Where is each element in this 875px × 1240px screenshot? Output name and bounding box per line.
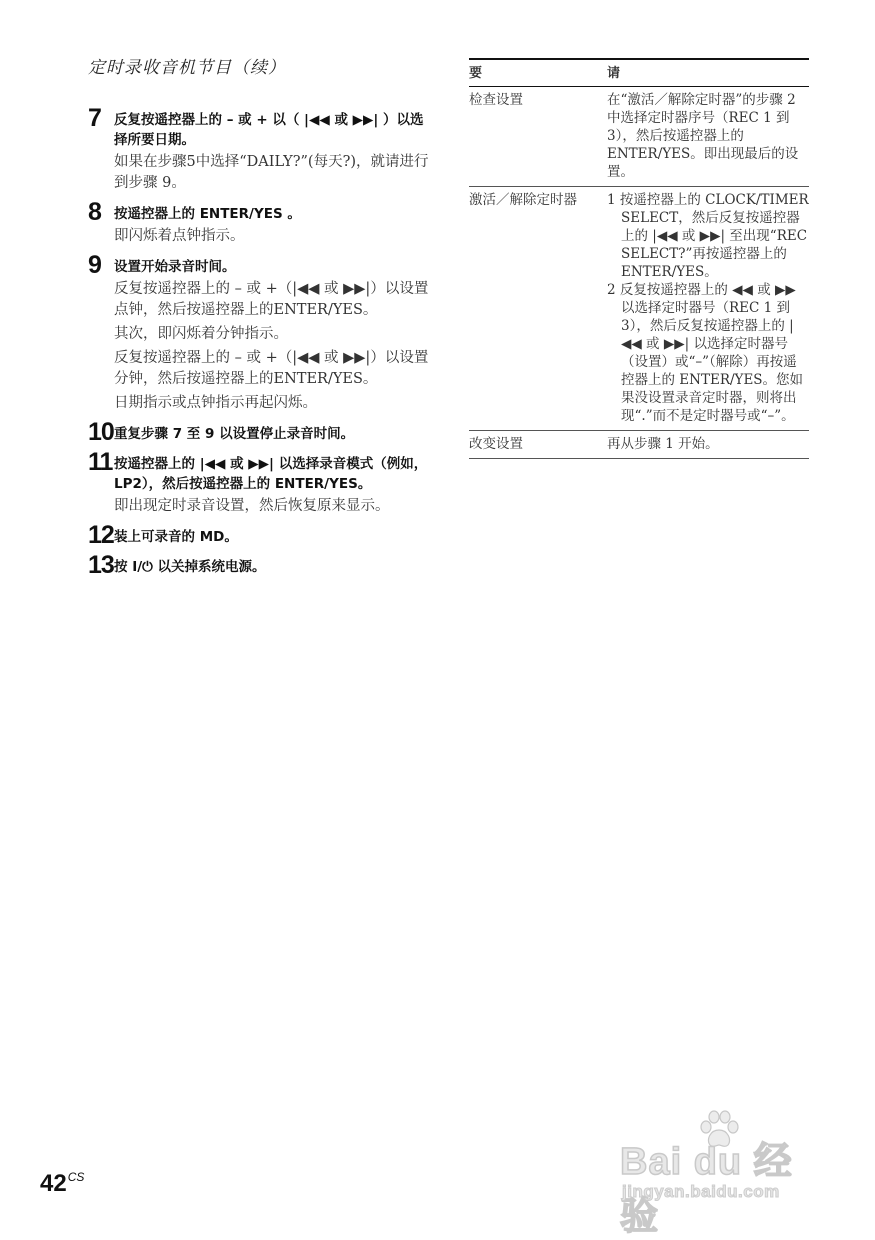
step-number: 13 (88, 551, 114, 579)
step-8 (88, 198, 433, 247)
step-text: 如果在步骤5中选择“DAILY?”(每天?)，就请进行到步骤 9。 (114, 154, 429, 191)
watermark-url: jingyan.baidu.com (622, 1182, 780, 1201)
page-title: 定时录收音机节目（续） (88, 58, 286, 78)
table-header-cell: 请 (607, 59, 809, 87)
step-text: 反复按遥控器上的 – 或 +（|◀◀ 或 ▶▶|）以设置分钟，然后按遥控器上的ENTER/YES。 (114, 350, 429, 387)
step-heading: 重复步骤 7 至 9 以设置停止录音时间。 (114, 426, 355, 442)
step-text: 即出现定时录音设置，然后恢复原来显示。 (114, 498, 390, 514)
instruction-text: 在“激活／解除定时器”的步骤 2 中选择定时器序号（REC 1 到 3），然后按遥控器上的 ENTER/YES。即出现最后的设置。 (607, 92, 799, 180)
instruction-item: 2 反复按遥控器上的 ◀◀ 或 ▶▶ 以选择定时器号（REC 1 到 3），然后反复按遥控器上的 |◀◀ 或 ▶▶| 以选择定时器号（设置）或“–”（解除）再按遥控器上的 ENTER/YES。您如果没设置录音定时器，则将出现“.”而不是定时器号或“–”。 (607, 282, 804, 424)
step-10 (88, 418, 433, 446)
table-header-cell: 要 (469, 59, 607, 87)
step-heading: 按 I/⏻ 以关掉系统电源。 (114, 559, 266, 575)
step-text: 其次，即闪烁着分钟指示。 (114, 326, 288, 342)
step-heading: 按遥控器上的 |◀◀ 或 ▶▶| 以选择录音模式（例如，LP2），然后按遥控器上的 ENTER/YES。 (114, 456, 428, 492)
steps-list (88, 104, 433, 587)
instruction-item: 1 按遥控器上的 CLOCK/TIMER SELECT，然后反复按遥控器上的 |◀◀ 或 ▶▶| 至出现“REC SELECT?”再按遥控器上的 ENTER/YES。 (607, 192, 809, 280)
watermark-logo-text: Bai du 经验 (620, 1141, 793, 1238)
table-cell-action: 检查设置 (469, 87, 607, 187)
step-11 (88, 448, 433, 517)
settings-table (469, 58, 809, 459)
step-heading: 按遥控器上的 ENTER/YES 。 (114, 206, 301, 222)
table-row (469, 187, 809, 431)
table-cell-action: 激活／解除定时器 (469, 187, 607, 431)
step-7 (88, 104, 433, 194)
step-number: 12 (88, 521, 114, 549)
step-heading: 装上可录音的 MD。 (114, 529, 238, 545)
table-row (469, 431, 809, 459)
baidu-watermark (620, 1110, 830, 1238)
table-cell-instruction (607, 87, 809, 187)
step-heading: 设置开始录音时间。 (114, 259, 236, 275)
instruction-text: 再从步骤 1 开始。 (607, 436, 719, 452)
step-number: 9 (88, 251, 101, 279)
step-number: 8 (88, 198, 101, 226)
step-text: 反复按遥控器上的 – 或 +（|◀◀ 或 ▶▶|）以设置点钟，然后按遥控器上的ENTER/YES。 (114, 281, 429, 318)
step-text: 日期指示或点钟指示再起闪烁。 (114, 395, 317, 411)
table-cell-instruction (607, 187, 809, 431)
step-number: 7 (88, 104, 101, 132)
step-12 (88, 521, 433, 549)
step-13 (88, 551, 433, 579)
step-number: 10 (88, 418, 114, 446)
step-heading: 反复按遥控器上的 – 或 + 以（ |◀◀ 或 ▶▶| ）以选择所要日期。 (114, 112, 424, 148)
step-text: 即闪烁着点钟指示。 (114, 228, 245, 244)
table-row (469, 87, 809, 187)
table-cell-instruction (607, 431, 809, 459)
table-cell-action: 改变设置 (469, 431, 607, 459)
page-number: $42^{CS}$ (40, 1170, 85, 1197)
table-header-row (469, 59, 809, 87)
step-9 (88, 251, 433, 414)
page-number-suffix: CS (67, 1170, 85, 1184)
step-number: 11 (88, 448, 113, 476)
